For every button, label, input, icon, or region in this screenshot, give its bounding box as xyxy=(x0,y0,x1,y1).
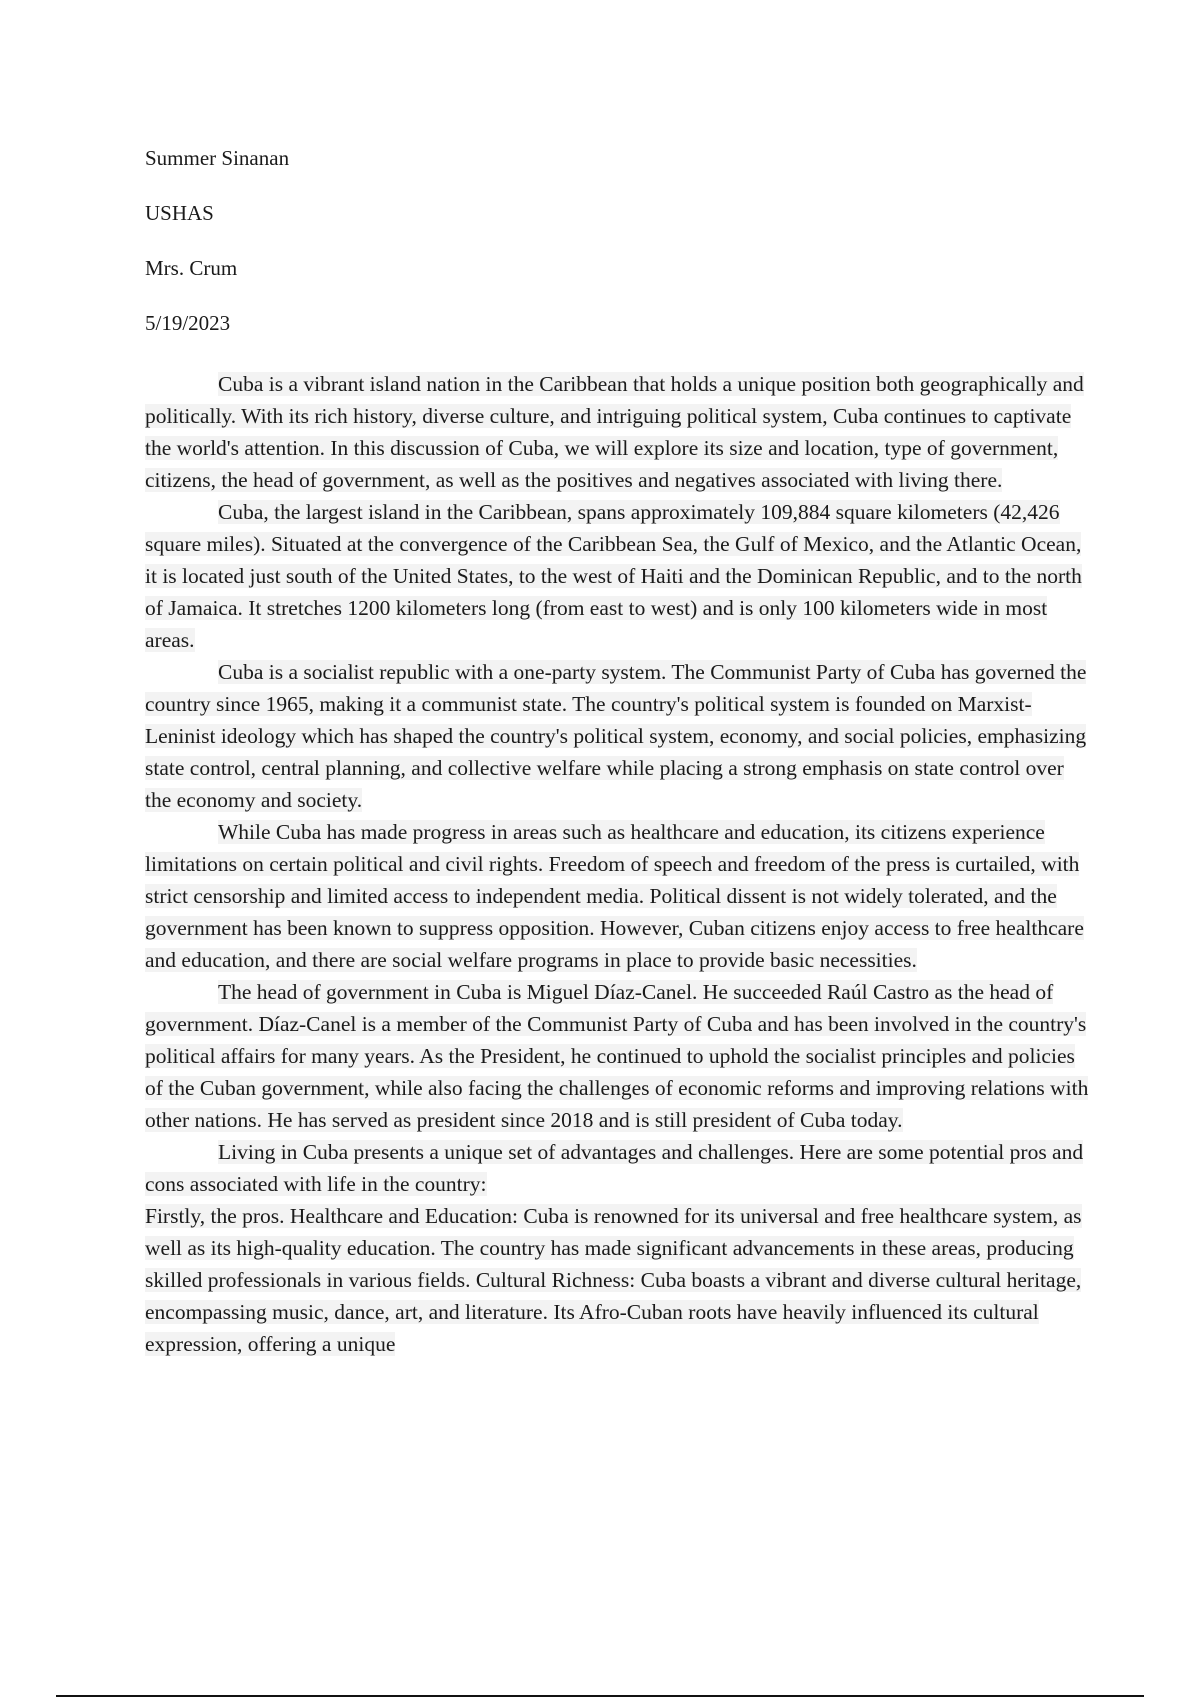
paragraph-pros-cons-intro xyxy=(145,1136,1090,1200)
paragraph-government xyxy=(145,656,1090,816)
essay-header xyxy=(145,146,1045,366)
paragraph-text: Living in Cuba presents a unique set of advantages and challenges. Here are some potential pros and cons associated with life in the country: xyxy=(145,1140,1084,1196)
paragraph-text: Cuba is a vibrant island nation in the Caribbean that holds a unique position both geographically and politically. With its rich history, diverse culture, and intriguing political system, Cuba continues to captivate the world's attention. In this discussion of Cuba, we will explore its size and location, type of government, citizens, the head of government, as well as the positives and negatives associated with living there. xyxy=(145,372,1084,492)
paragraph-size-location xyxy=(145,496,1090,656)
paragraph-pros xyxy=(145,1200,1090,1360)
page-bottom-rule xyxy=(56,1695,1144,1697)
paragraph-text: Cuba is a socialist republic with a one-party system. The Communist Party of Cuba has governed the country since 1965, making it a communist state. The country's political system is founded on Marxist-Leninist ideology which has shaped the country's political system, economy, and social policies, emphasizing state control, central planning, and collective welfare while placing a strong emphasis on state control over the economy and society. xyxy=(145,660,1087,812)
course-name: USHAS xyxy=(145,201,214,225)
teacher-name: Mrs. Crum xyxy=(145,256,238,280)
paragraph-text: While Cuba has made progress in areas such as healthcare and education, its citizens experience limitations on certain political and civil rights. Freedom of speech and freedom of the press is curtailed, with strict censorship and limited access to independent media. Political dissent is not widely tolerated, and the government has been known to suppress opposition. However, Cuban citizens enjoy access to free healthcare and education, and there are social welfare programs in place to provide basic necessities. xyxy=(145,820,1084,972)
author-name: Summer Sinanan xyxy=(145,146,290,170)
essay-body xyxy=(145,368,1090,1360)
essay-date: 5/19/2023 xyxy=(145,311,231,335)
paragraph-text: The head of government in Cuba is Miguel Díaz-Canel. He succeeded Raúl Castro as the head of government. Díaz-Canel is a member of the Communist Party of Cuba and has been involved in the country's political affairs for many years. As the President, he continued to uphold the socialist principles and policies of the Cuban government, while also facing the challenges of economic reforms and improving relations with other nations. He has served as president since 2018 and is still president of Cuba today. xyxy=(145,980,1089,1132)
paragraph-citizens xyxy=(145,816,1090,976)
paragraph-text: Cuba, the largest island in the Caribbean, spans approximately 109,884 square kilometers (42,426 square miles). Situated at the convergence of the Caribbean Sea, the Gulf of Mexico, and the Atlantic Ocean, it is located just south of the United States, to the west of Haiti and the Dominican Republic, and to the north of Jamaica. It stretches 1200 kilometers long (from east to west) and is only 100 kilometers wide in most areas. xyxy=(145,500,1082,652)
paragraph-intro xyxy=(145,368,1090,496)
paragraph-text: Firstly, the pros. Healthcare and Education: Cuba is renowned for its universal and free healthcare system, as well as its high-quality education. The country has made significant advancements in these areas, producing skilled professionals in various fields. Cultural Richness: Cuba boasts a vibrant and diverse cultural heritage, encompassing music, dance, art, and literature. Its Afro-Cuban roots have heavily influenced its cultural expression, offering a unique xyxy=(145,1204,1082,1356)
paragraph-head-of-government xyxy=(145,976,1090,1136)
